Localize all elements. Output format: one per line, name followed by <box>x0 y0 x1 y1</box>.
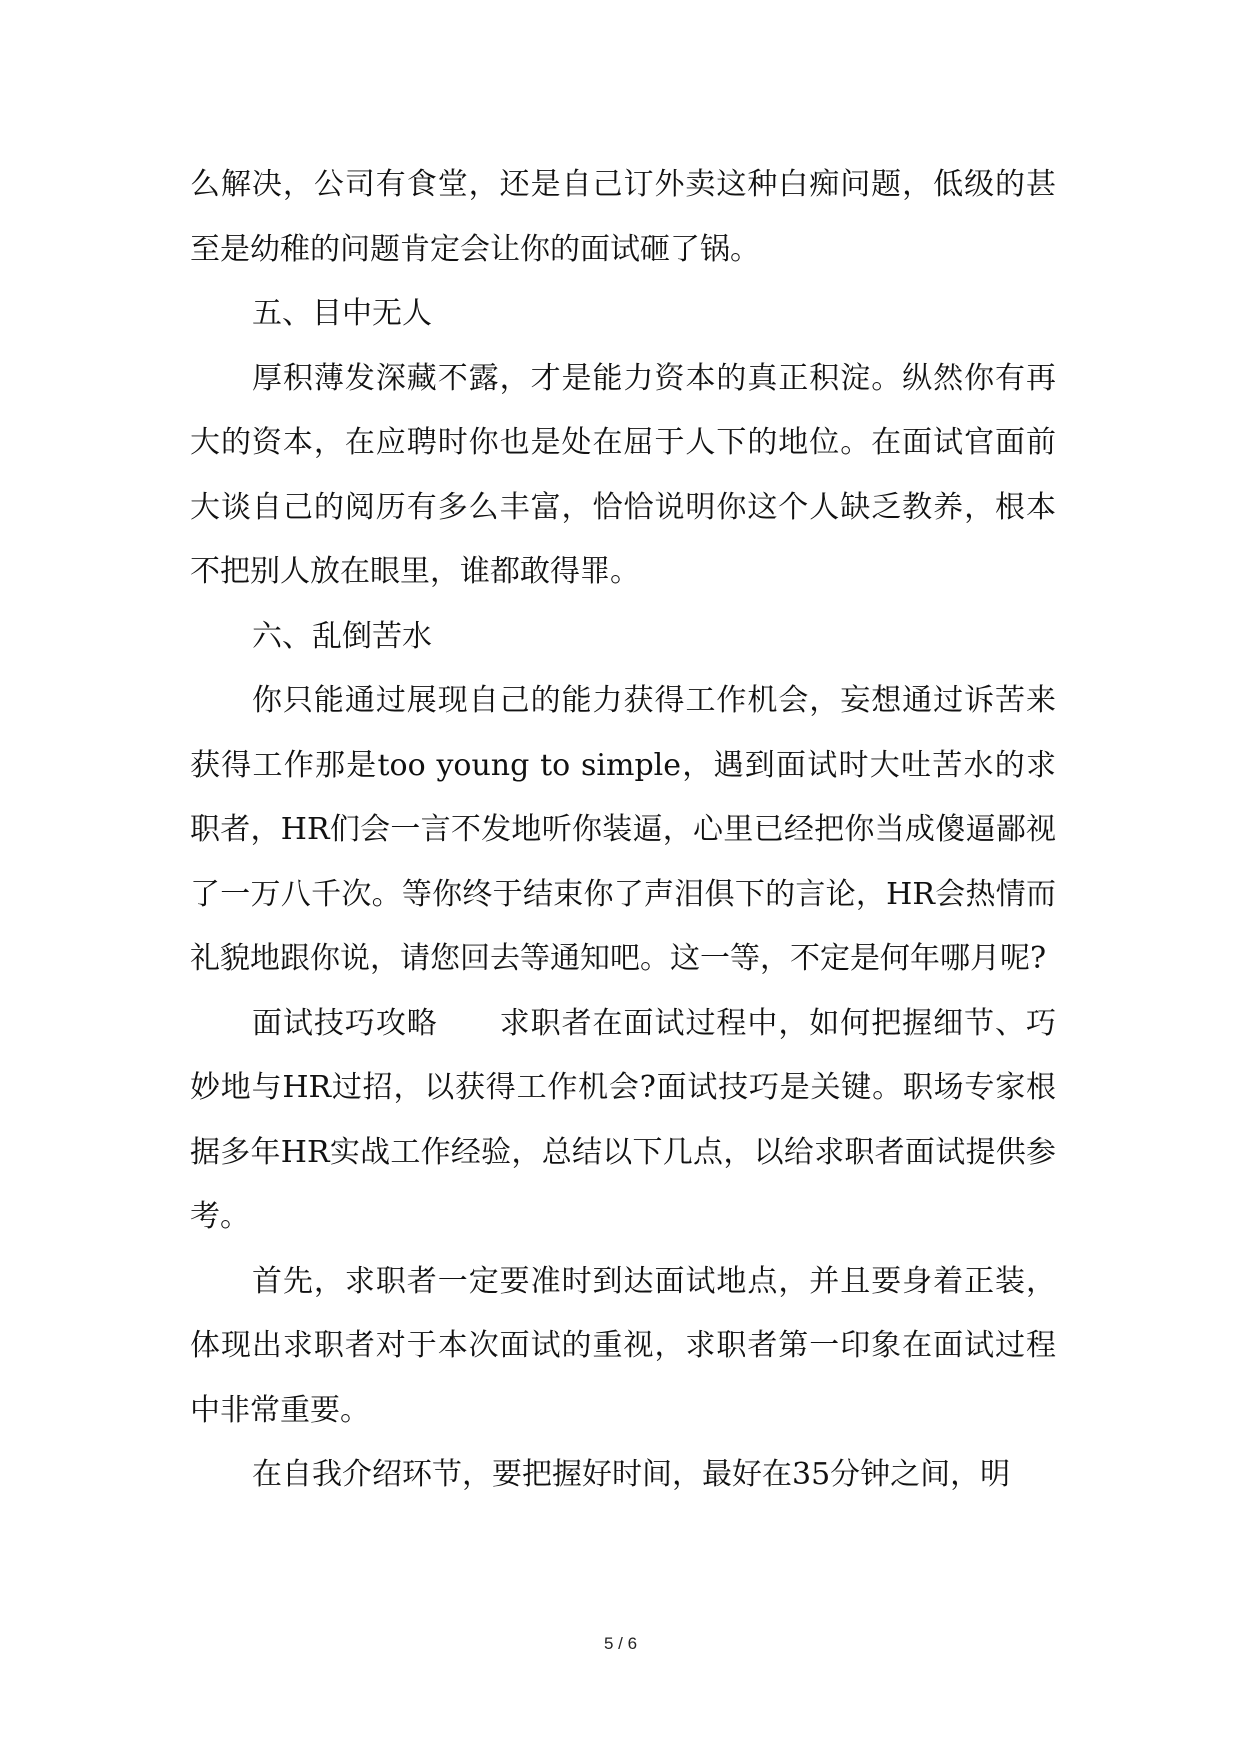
section-heading-five: 五、目中无人 <box>252 296 432 331</box>
page-number: 5 / 6 <box>603 1634 638 1653</box>
paragraph: 在自我介绍环节，要把握好时间，最好在35分钟之间，明 <box>252 1457 1011 1492</box>
paragraph-continuation: 么解决，公司有食堂，还是自己订外卖这种白痴问题，低级的甚至是幼稚的问题肯定会让你的面试砸了锅。 <box>190 167 1056 267</box>
paragraph: 厚积薄发深藏不露，才是能力资本的真正积淀。纵然你有再大的资本，在应聘时你也是处在屈于人下的地位。在面试官面前大谈自己的阅历有多么丰富，恰恰说明你这个人缺乏教养，根本不把别人放在眼里，谁都敢得罪。 <box>190 360 1056 589</box>
paragraph: 你只能通过展现自己的能力获得工作机会，妄想通过诉苦来获得工作那是too young to simple，遇到面试时大吐苦水的求职者，HR们会一言不发地听你装逼，心里已经把你当成傻逼鄙视了一万八千次。等你终于结束你了声泪俱下的言论，HR会热情而礼貌地跟你说，请您回去等通知吧。这一等，不定是何年哪月呢? <box>190 683 1056 976</box>
document-body <box>190 153 1056 1508</box>
paragraph: 首先，求职者一定要准时到达面试地点，并且要身着正装，体现出求职者对于本次面试的重视，求职者第一印象在面试过程中非常重要。 <box>190 1263 1056 1428</box>
section-heading-six: 六、乱倒苦水 <box>252 618 432 654</box>
paragraph: 面试技巧攻略 求职者在面试过程中，如何把握细节、巧妙地与HR过招，以获得工作机会?面试技巧是关键。职场专家根据多年HR实战工作经验，总结以下几点，以给求职者面试提供参考。 <box>190 1005 1056 1234</box>
